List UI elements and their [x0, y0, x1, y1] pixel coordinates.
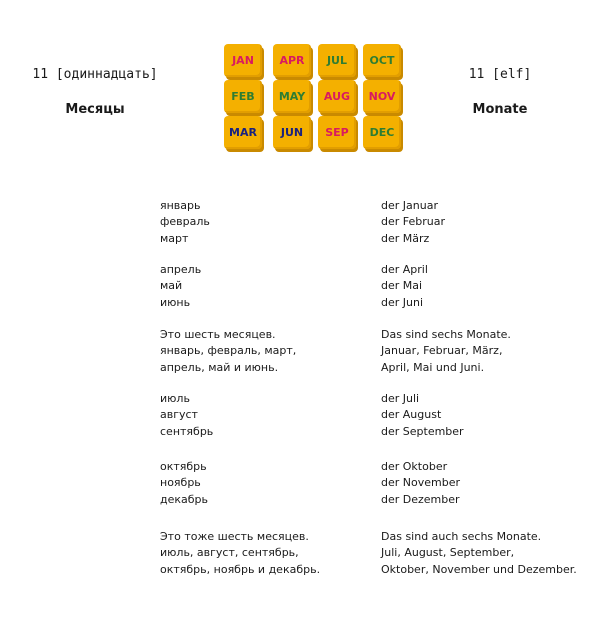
- ru-block-6: [160, 529, 320, 578]
- de-line: Oktober, November und Dezember.: [381, 562, 577, 576]
- die-jun: JUN: [273, 116, 311, 149]
- de-line: Das sind sechs Monate.: [381, 328, 511, 341]
- de-line: der Februar: [381, 215, 446, 229]
- ru-line: июль: [160, 392, 190, 405]
- ru-line: декабрь: [160, 492, 209, 506]
- de-line: April, Mai und Juni.: [381, 360, 485, 374]
- ru-block-1: [160, 198, 210, 247]
- die-sep: SEP: [318, 116, 356, 149]
- de-line: der April: [381, 263, 428, 276]
- die-feb: FEB: [224, 80, 262, 113]
- ru-line: октябрь, ноябрь и декабрь.: [160, 562, 321, 576]
- die-oct: OCT: [363, 44, 401, 77]
- de-line: der September: [381, 424, 464, 438]
- ru-block-3: [160, 327, 296, 376]
- de-line: der Mai: [381, 279, 423, 293]
- de-line: der Juli: [381, 392, 420, 405]
- die-mar: MAR: [224, 116, 262, 149]
- ru-line: Это тоже шесть месяцев.: [160, 530, 309, 543]
- de-block-5: [381, 459, 460, 508]
- ru-line: Это шесть месяцев.: [160, 328, 276, 341]
- ru-line: июль, август, сентябрь,: [160, 546, 299, 560]
- lesson-number-de: 11 [elf]: [468, 67, 532, 82]
- ru-line: май: [160, 279, 183, 293]
- de-line: Januar, Februar, März,: [381, 344, 503, 358]
- de-block-6: [381, 529, 577, 578]
- ru-block-4: [160, 391, 213, 440]
- die-jul: JUL: [318, 44, 356, 77]
- die-jan: JAN: [224, 44, 262, 77]
- ru-line: апрель: [160, 263, 202, 276]
- de-line: der März: [381, 231, 430, 245]
- de-line: der Dezember: [381, 492, 460, 506]
- ru-line: январь: [160, 199, 201, 212]
- header-right: [440, 67, 560, 117]
- de-block-3: [381, 327, 511, 376]
- de-line: der November: [381, 476, 460, 490]
- de-line: der August: [381, 408, 442, 422]
- ru-line: октябрь: [160, 460, 207, 473]
- lesson-title-de: Monate: [472, 102, 528, 117]
- month-dice-image: [220, 40, 405, 152]
- ru-line: июнь: [160, 295, 191, 309]
- lesson-title-ru: Месяцы: [65, 102, 125, 117]
- ru-block-5: [160, 459, 208, 508]
- de-line: Das sind auch sechs Monate.: [381, 530, 542, 543]
- de-block-1: [381, 198, 445, 247]
- ru-line: январь, февраль, март,: [160, 344, 297, 358]
- de-line: Juli, August, September,: [381, 546, 515, 560]
- die-nov: NOV: [363, 80, 401, 113]
- ru-line: февраль: [160, 215, 210, 229]
- de-line: der Juni: [381, 295, 424, 309]
- ru-line: ноябрь: [160, 476, 201, 490]
- ru-block-2: [160, 262, 201, 311]
- die-may: MAY: [273, 80, 311, 113]
- de-block-4: [381, 391, 464, 440]
- ru-line: август: [160, 408, 198, 422]
- de-block-2: [381, 262, 428, 311]
- ru-line: сентябрь: [160, 424, 214, 438]
- de-line: der Oktober: [381, 460, 448, 473]
- ru-line: апрель, май и июнь.: [160, 360, 279, 374]
- die-apr: APR: [273, 44, 311, 77]
- lesson-number-ru: 11 [одиннадцать]: [32, 67, 158, 82]
- ru-line: март: [160, 231, 189, 245]
- de-line: der Januar: [381, 199, 438, 212]
- header-left: [20, 67, 170, 117]
- die-dec: DEC: [363, 116, 401, 149]
- die-aug: AUG: [318, 80, 356, 113]
